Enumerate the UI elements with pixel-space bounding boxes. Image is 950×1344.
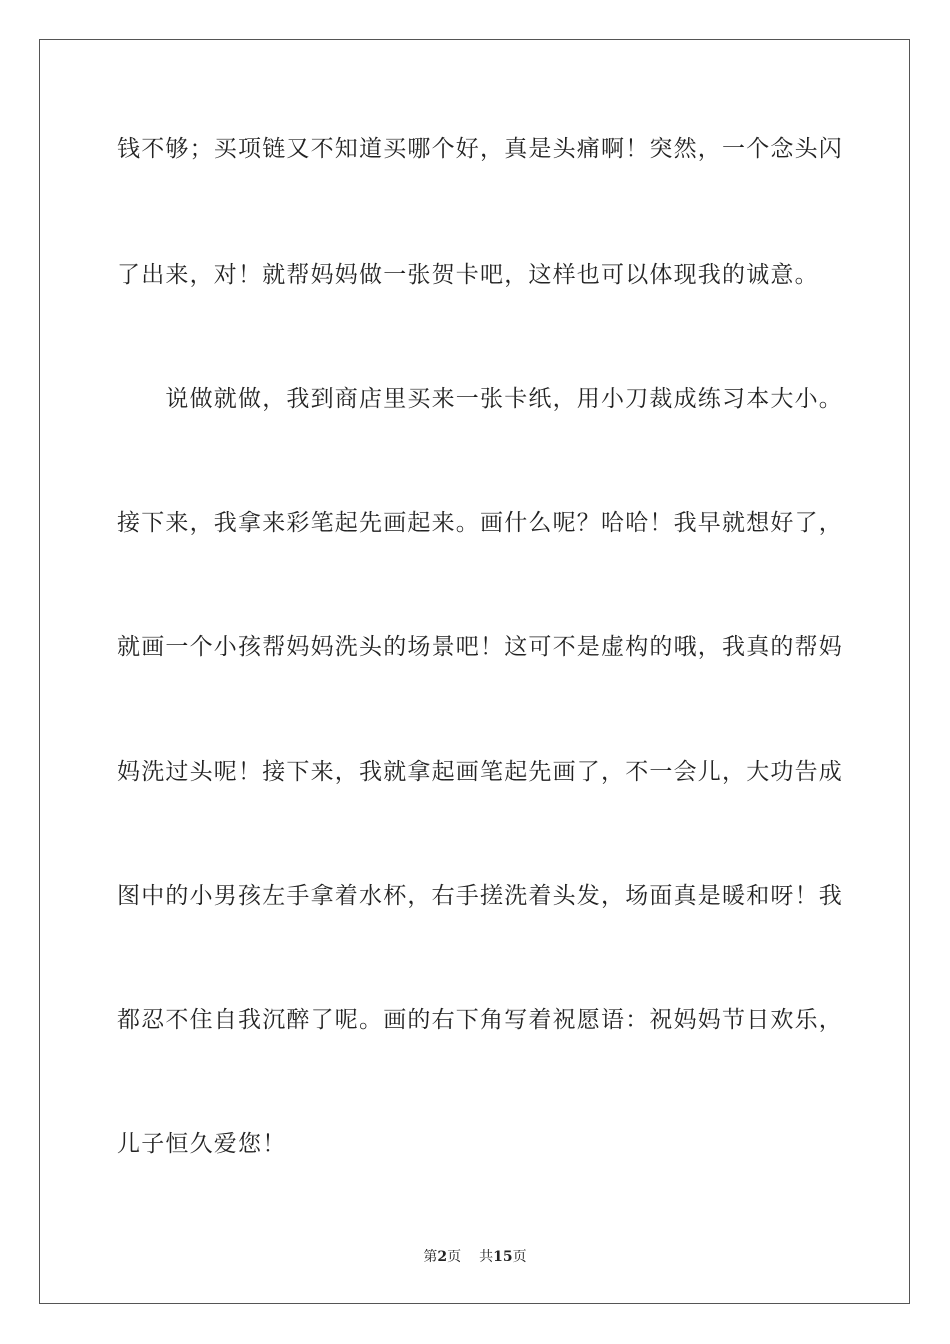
total-pages: 15 [493, 1249, 513, 1265]
body-line-5: 就画一个小孩帮妈妈洗头的场景吧！这可不是虚构的哦，我真的帮妈 [117, 634, 843, 660]
body-line-6: 妈洗过头呢！接下来，我就拿起画笔起先画了，不一会儿，大功告成 [117, 759, 843, 785]
body-line-9: 儿子恒久爱您！ [117, 1131, 287, 1157]
body-line-1: 钱不够；买项链又不知道买哪个好，真是头痛啊！突然，一个念头闪 [117, 136, 843, 162]
page-number: 2 [437, 1249, 448, 1265]
body-line-4: 接下来，我拿来彩笔起先画起来。画什么呢？哈哈！我早就想好了， [117, 510, 843, 536]
page-border [39, 39, 910, 1304]
total-suffix: 页 [512, 1249, 527, 1265]
page-prefix: 第 [423, 1249, 438, 1265]
body-line-3: 说做就做，我到商店里买来一张卡纸，用小刀裁成练习本大小。 [117, 386, 843, 412]
body-line-2: 了出来，对！就帮妈妈做一张贺卡吧，这样也可以体现我的诚意。 [117, 262, 819, 288]
page-suffix: 页 [447, 1249, 462, 1265]
body-line-8: 都忍不住自我沉醉了呢。画的右下角写着祝愿语：祝妈妈节日欢乐， [117, 1007, 843, 1033]
page-footer [0, 1248, 950, 1266]
body-line-7: 图中的小男孩左手拿着水杯，右手搓洗着头发，场面真是暖和呀！我 [117, 883, 843, 909]
total-prefix: 共 [479, 1249, 494, 1265]
